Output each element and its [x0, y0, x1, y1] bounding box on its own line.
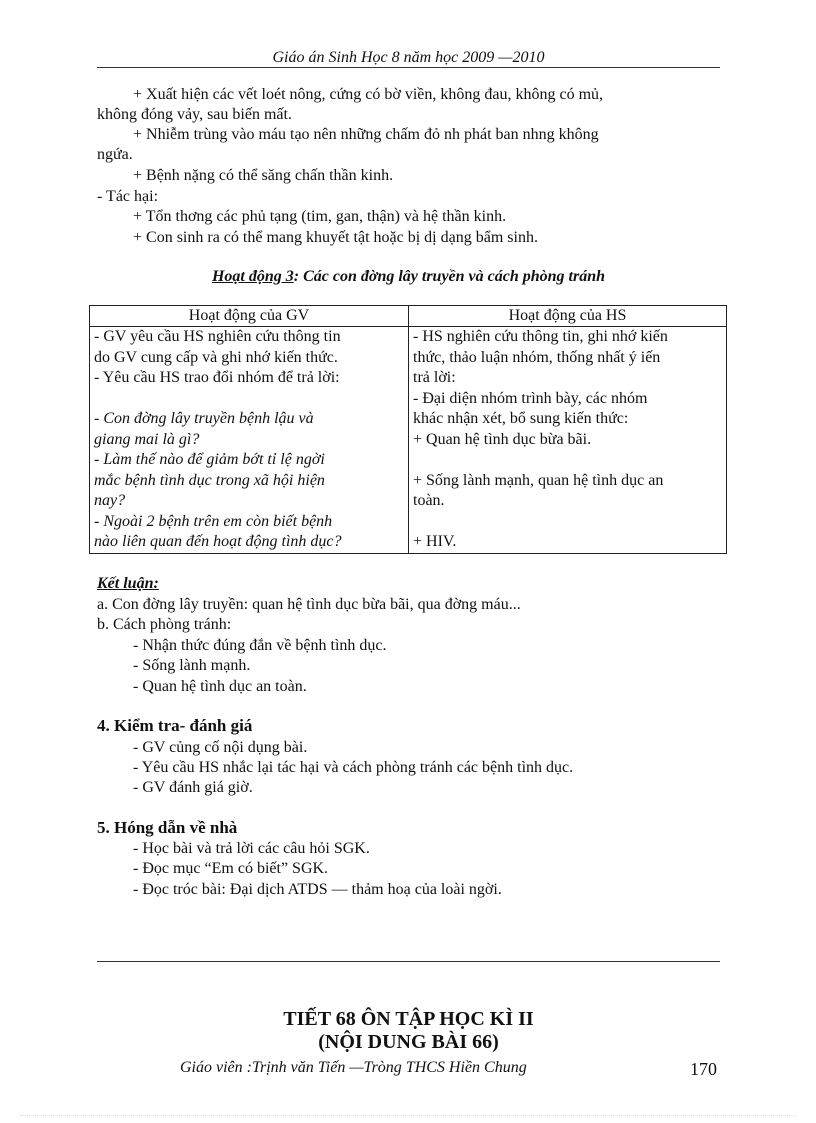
- table-header-gv: Hoạt động của GV: [90, 306, 409, 327]
- harm-item-2: + Con sinh ra có thể mang khuyết tật hoặc bị dị dạng bẩm sinh.: [133, 229, 538, 246]
- hs-line: - Đại diện nhóm trình bày, các nhóm: [413, 389, 648, 407]
- intro-line-2a: + Nhiễm trùng vào máu tạo nên những chấm đỏ nh phát ban nhng không: [133, 126, 599, 143]
- hs-line: [413, 512, 722, 533]
- bottom-dotted-rule: [20, 1115, 796, 1116]
- footer-teacher: Giáo viên :Trịnh văn Tiến —Tròng THCS Hiền Chung: [180, 1059, 527, 1076]
- gv-line: do GV cung cấp và ghi nhớ kiến thức.: [94, 348, 338, 366]
- harm-item-1: + Tổn thơng các phủ tạng (tim, gan, thận) và hệ thần kinh.: [133, 208, 507, 225]
- hs-line: thức, thảo luận nhóm, thống nhất ý iến: [413, 348, 661, 366]
- conclusion-b2: - Sống lành mạnh.: [133, 657, 251, 674]
- gv-line: - GV yêu cầu HS nghiên cứu thông tin: [94, 328, 341, 345]
- hs-line: khác nhận xét, bổ sung kiến thức:: [413, 410, 629, 427]
- gv-question-line: - Ngoài 2 bệnh trên em còn biết bệnh: [94, 512, 333, 530]
- conclusion-b3: - Quan hệ tình dục an toàn.: [133, 678, 307, 695]
- section-5-item-2: - Đọc mục “Em có biết” SGK.: [133, 860, 329, 877]
- section-4-item-3: - GV đánh giá giờ.: [133, 779, 253, 796]
- hs-line: trả lời:: [413, 369, 456, 386]
- intro-line-2b: ngứa.: [97, 146, 133, 163]
- hs-line: [413, 450, 722, 471]
- page-header: Giáo án Sinh Học 8 năm học 2009 —2010: [272, 49, 545, 66]
- page-number: 170: [690, 1059, 717, 1079]
- gv-question-line: giang mai là gì?: [94, 430, 200, 448]
- gv-line: [94, 389, 404, 410]
- gv-question-line: - Làm thế nào để giảm bớt tỉ lệ ngời: [94, 451, 325, 468]
- gv-question-line: mắc bệnh tình dục trong xã hội hiện: [94, 471, 325, 489]
- hs-line: + Sống lành mạnh, quan hệ tình dục an: [413, 471, 664, 489]
- intro-line-1a: + Xuất hiện các vết loét nông, cứng có bờ viền, không đau, không có mủ,: [133, 86, 604, 103]
- gv-question-line: nay?: [94, 492, 126, 509]
- hs-line: + HIV.: [413, 533, 457, 550]
- header-rule: [97, 67, 720, 68]
- harm-label: - Tác hại:: [97, 188, 159, 205]
- section-4-item-1: - GV củng cố nội dụng bài.: [133, 739, 308, 756]
- gv-column: [90, 327, 409, 554]
- intro-line-3: + Bệnh nặng có thể săng chấn thần kinh.: [133, 167, 394, 184]
- next-lesson-subtitle: (NỘI DUNG BÀI 66): [318, 1031, 499, 1053]
- conclusion-label: Kết luận:: [97, 575, 159, 592]
- hs-line: - HS nghiên cứu thông tin, ghi nhớ kiến: [413, 328, 668, 345]
- gv-question-line: nào liên quan đến hoạt động tình dục?: [94, 533, 342, 550]
- section-4-item-2: - Yêu cầu HS nhắc lại tác hại và cách phòng tránh các bệnh tình dục.: [133, 759, 574, 776]
- section-4-title: 4. Kiểm tra- đánh giá: [97, 716, 253, 735]
- hs-column: [409, 327, 727, 554]
- activity-title: [97, 268, 720, 286]
- table-header-hs: Hoạt động của HS: [409, 306, 727, 327]
- activity-title-text: : Các con đờng lây truyền và cách phòng tránh: [293, 268, 606, 285]
- gv-line: - Yêu cầu HS trao đổi nhóm để trả lời:: [94, 369, 340, 386]
- conclusion-a: a. Con đờng lây truyền: quan hệ tình dục bừa bãi, qua đờng máu...: [97, 596, 521, 613]
- section-5-item-3: - Đọc tróc bài: Đại dịch ATDS — thảm hoạ của loài ngời.: [133, 881, 502, 898]
- section-5-item-1: - Học bài và trả lời các câu hỏi SGK.: [133, 840, 370, 857]
- hs-line: toàn.: [413, 492, 445, 509]
- next-lesson-title: TIẾT 68 ÔN TẬP HỌC KÌ II: [283, 1008, 534, 1030]
- activity-table: [89, 305, 727, 554]
- conclusion-b: b. Cách phòng tránh:: [97, 616, 232, 633]
- hs-line: + Quan hệ tình dục bừa bãi.: [413, 430, 592, 448]
- footer-rule: [97, 961, 720, 962]
- activity-label: Hoạt động 3: [211, 268, 294, 285]
- section-5-title: 5. Hóng dẫn về nhà: [97, 818, 238, 837]
- intro-line-1b: không đóng vảy, sau biến mất.: [97, 106, 292, 123]
- conclusion-b1: - Nhận thức đúng đắn về bệnh tình dục.: [133, 637, 387, 654]
- gv-question-line: - Con đờng lây truyền bệnh lậu và: [94, 410, 314, 427]
